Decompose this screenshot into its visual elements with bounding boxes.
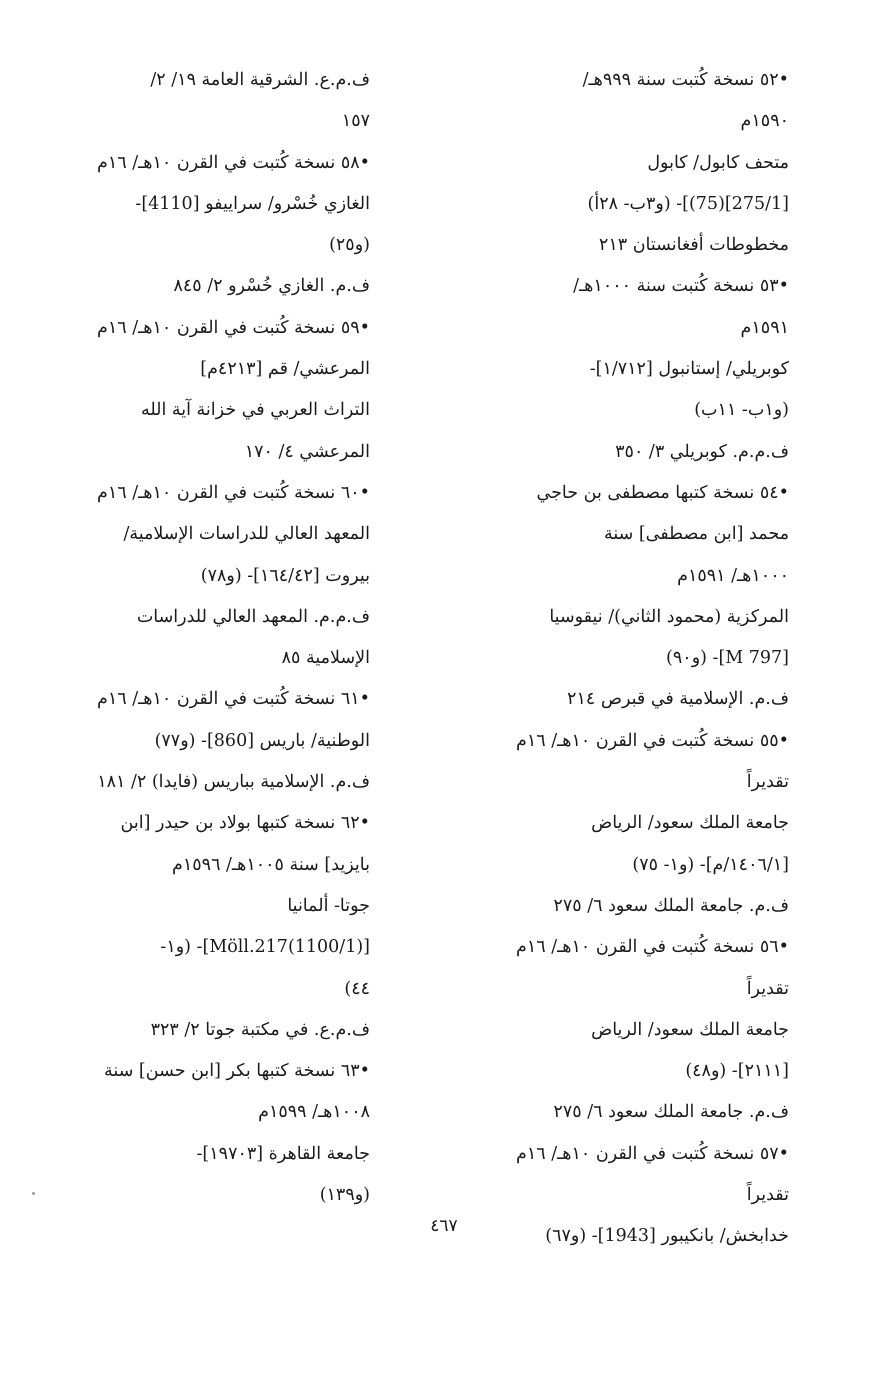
right-column: [449, 60, 789, 1258]
entry-line: •٦٣ نسخة كتبها بكر [ابن حسن] سنة: [104, 1061, 370, 1082]
page-number: ٤٦٧: [430, 1216, 458, 1236]
entry-line: [١٤٠٦/١/م]- (و١- ٧٥): [632, 854, 789, 875]
entry-line: •٥٣ نسخة كُتبت سنة ١٠٠٠هـ/: [573, 276, 789, 297]
entry-line: المرعشي/ قم [٤٢١٣م]: [200, 359, 370, 380]
entry-line: محمد [ابن مصطفى] سنة: [603, 524, 789, 545]
entry-line: الإسلامية ٨٥: [281, 648, 370, 669]
entry-line: (و١ب- ١١ب): [694, 400, 789, 421]
entry-line: التراث العربي في خزانة آية الله: [140, 400, 370, 421]
entry-line: •٦٢ نسخة كتبها بولاد بن حيدر [ابن: [120, 813, 370, 834]
entry-line: بايزيد] سنة ١٠٠٥هـ/ ١٥٩٦م: [172, 854, 370, 875]
entry-line: تقديراً: [746, 772, 789, 793]
entry-line: ١٥٧: [341, 111, 370, 132]
entry-line: ١٥٩٠م: [740, 111, 789, 132]
entry-line: جامعة الملك سعود/ الرياض: [591, 813, 789, 834]
entry-line: •٥٩ نسخة كُتبت في القرن ١٠هـ/ ١٦م: [97, 317, 370, 338]
entry-line: •٥٥ نسخة كُتبت في القرن ١٠هـ/ ١٦م: [516, 730, 789, 751]
entry-line: تقديراً: [746, 978, 789, 999]
entry-line: المرعشي ٤/ ١٧٠: [244, 441, 370, 462]
entry-line: متحف كابول/ كابول: [647, 152, 789, 173]
entry-line: (و٢٥): [329, 235, 370, 256]
entry-line: (و١٣٩): [319, 1185, 370, 1206]
entry-line: ف.م.ع. في مكتبة جوتا ٢/ ٣٢٣: [150, 1019, 370, 1040]
entry-line: [275/1](75)]- (و٣ب- ٢٨أ): [587, 193, 789, 214]
entry-line: كوبريلي/ إستانبول [١/٧١٢]-: [589, 359, 789, 380]
entry-line: ف.م. الإسلامية في قبرص ٢١٤: [567, 689, 789, 710]
entry-line: ف.م. جامعة الملك سعود ٦/ ٢٧٥: [553, 895, 789, 916]
entry-line: المعهد العالي للدراسات الإسلامية/: [123, 524, 370, 545]
entry-line: بيروت [١٦٤/٤٢]- (و٧٨): [200, 565, 370, 586]
entry-line: تقديراً: [746, 1185, 789, 1206]
entry-line: جامعة القاهرة [١٩٧٠٣]-: [196, 1143, 370, 1164]
entry-line: ف.م.م. كوبريلي ٣/ ٣٥٠: [615, 441, 789, 462]
entry-line: الوطنية/ باريس [860]- (و٧٧): [154, 730, 370, 751]
entry-line: جامعة الملك سعود/ الرياض: [591, 1019, 789, 1040]
entry-line: •٥٨ نسخة كُتبت في القرن ١٠هـ/ ١٦م: [97, 152, 370, 173]
entry-line: ف.م. جامعة الملك سعود ٦/ ٢٧٥: [553, 1102, 789, 1123]
entry-line: مخطوطات أفغانستان ٢١٣: [598, 235, 789, 256]
entry-line: [M 797]- (و٩٠): [666, 648, 789, 669]
entry-line: •٦١ نسخة كُتبت في القرن ١٠هـ/ ١٦م: [97, 689, 370, 710]
entry-line: ١٥٩١م: [740, 317, 789, 338]
entry-line: [(1100/1)Möll.217]- (و١-: [160, 937, 370, 958]
scan-speck: [32, 1192, 35, 1195]
entry-line: ١٠٠٠هـ/ ١٥٩١م: [677, 565, 789, 586]
entry-line: ١٠٠٨هـ/ ١٥٩٩م: [258, 1102, 370, 1123]
entry-line: •٥٢ نسخة كُتبت سنة ٩٩٩هـ/: [582, 70, 789, 90]
entry-line: •٥٦ نسخة كُتبت في القرن ١٠هـ/ ١٦م: [516, 937, 789, 958]
entry-line: [٢١١١]- (و٤٨): [685, 1061, 789, 1082]
entry-line: ف.م. الغازي خُسْرو ٢/ ٨٤٥: [173, 276, 370, 297]
entry-line: ٤٤): [344, 978, 370, 999]
entry-line: الغازي خُسْرو/ سراييفو [4110]-: [135, 193, 370, 214]
entry-line: ف.م. الإسلامية بباريس (فايدا) ٢/ ١٨١: [97, 772, 370, 793]
entry-line: •٥٧ نسخة كُتبت في القرن ١٠هـ/ ١٦م: [516, 1143, 789, 1164]
entry-line: •٦٠ نسخة كُتبت في القرن ١٠هـ/ ١٦م: [97, 482, 370, 503]
entry-line: ف.م.م. المعهد العالي للدراسات: [136, 606, 370, 627]
entry-line: المركزية (محمود الثاني)/ نيقوسيا: [549, 606, 789, 627]
entry-line: •٥٤ نسخة كتبها مصطفى بن حاجي: [536, 482, 789, 503]
entry-line: خدابخش/ بانكيبور [1943]- (و٦٧): [545, 1226, 789, 1247]
entry-line: ف.م.ع. الشرقية العامة ١٩/ ٢/: [150, 70, 370, 90]
entry-line: جوتا- ألمانيا: [287, 895, 370, 916]
left-column: [30, 60, 370, 1216]
